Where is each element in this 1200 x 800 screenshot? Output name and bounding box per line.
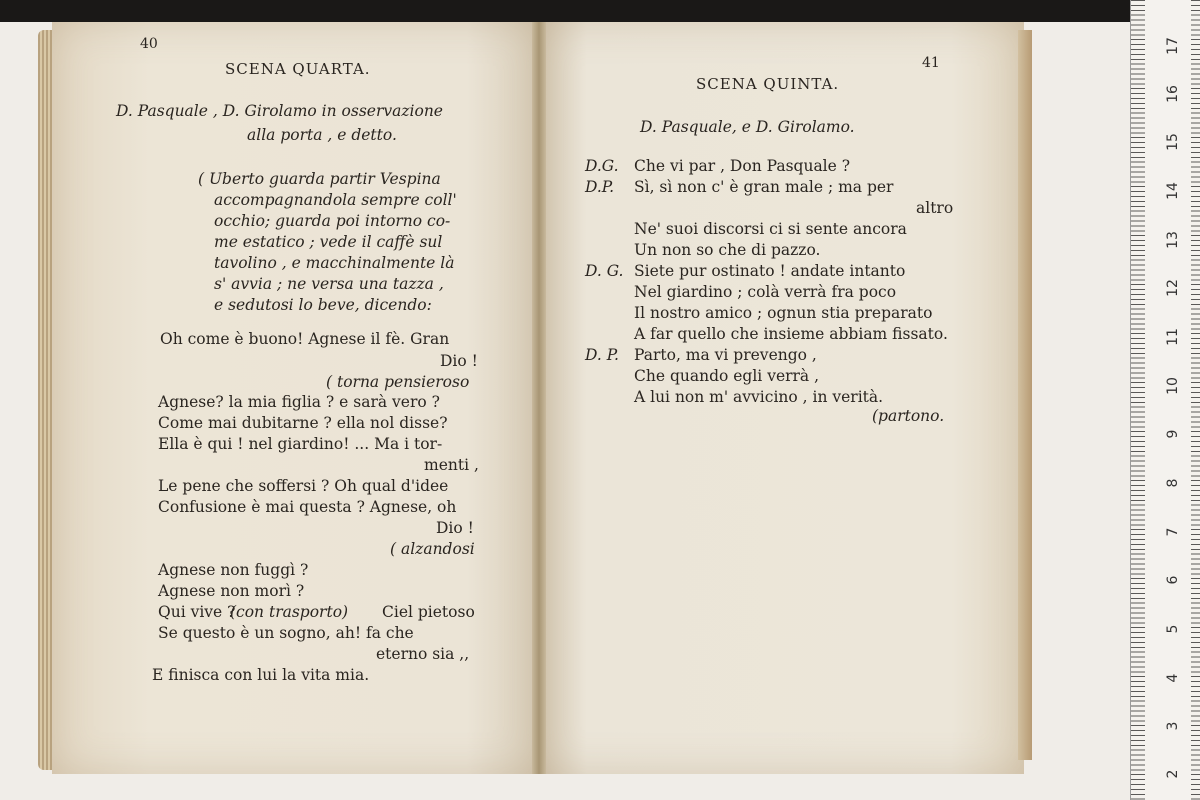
- ruler-number: 5: [1165, 624, 1181, 634]
- ruler-ticks-left: [1131, 0, 1145, 800]
- ruler-number: 16: [1165, 85, 1181, 103]
- right-characters-line: D. Pasquale, e D. Girolamo.: [640, 118, 855, 136]
- ruler-number: 15: [1165, 133, 1181, 151]
- verse-line: menti ,: [424, 456, 479, 474]
- ruler-number: 9: [1165, 429, 1181, 439]
- ruler-number: 12: [1165, 279, 1181, 297]
- verse-line: Se questo è un sogno, ah! fa che: [158, 624, 414, 642]
- left-scene-title: SCENA QUARTA.: [225, 60, 371, 78]
- dialogue-line: altro: [916, 199, 954, 217]
- dialogue-line: Che vi par , Don Pasquale ?: [634, 157, 851, 175]
- stage-direction-line: s' avvia ; ne versa una tazza ,: [214, 275, 444, 293]
- stage-direction-line: me estatico ; vede il caffè sul: [214, 233, 443, 251]
- dialogue-line: Che quando egli verrà ,: [634, 367, 820, 385]
- right-scene-title: SCENA QUINTA.: [696, 75, 840, 93]
- speaker-label: D. G.: [585, 262, 624, 280]
- dialogue-line: Siete pur ostinato ! andate intanto: [634, 262, 906, 280]
- verse-line: Agnese non fuggì ?: [158, 561, 309, 579]
- verse-line: Come mai dubitarne ? ella nol disse?: [158, 414, 448, 432]
- dialogue-line: Il nostro amico ; ognun stia preparato: [634, 304, 933, 322]
- ruler-number: 13: [1165, 231, 1181, 249]
- dialogue-line: Parto, ma vi prevengo ,: [634, 346, 817, 364]
- dialogue-line: Nel giardino ; colà verrà fra poco: [634, 283, 897, 301]
- ruler-number: 6: [1165, 575, 1181, 585]
- stage-direction-line: tavolino , e macchinalmente là: [214, 254, 455, 272]
- dialogue-line: Un non so che di pazzo.: [634, 241, 821, 259]
- verse-line: Ella è qui ! nel giardino! ... Ma i tor-: [158, 435, 443, 453]
- stage-direction-line: e sedutosi lo beve, dicendo:: [214, 296, 432, 314]
- verse-stage-note: ( torna pensieroso: [326, 373, 470, 391]
- book-gutter: [532, 22, 546, 774]
- stage-direction-line: occhio; guarda poi intorno co-: [214, 212, 451, 230]
- verse-line: eterno sia ,,: [376, 645, 470, 663]
- verse-line: Oh come è buono! Agnese il fè. Gran: [160, 330, 450, 348]
- verse-stage-note: ( alzandosi: [390, 540, 475, 558]
- ruler-number: 4: [1165, 673, 1181, 683]
- left-characters-line: D. Pasquale , D. Girolamo in osservazione: [116, 102, 443, 120]
- ruler-number: 11: [1165, 328, 1181, 346]
- speaker-label: D.G.: [585, 157, 619, 175]
- verse-line: Qui vive ?: [158, 603, 236, 621]
- ruler-number: 3: [1165, 721, 1181, 731]
- verse-line: Agnese? la mia figlia ? e sarà vero ?: [158, 393, 440, 411]
- left-page-number: 40: [140, 36, 158, 52]
- speaker-label: D.P.: [585, 178, 615, 196]
- right-page-edge: [1018, 30, 1032, 760]
- right-page-number: 41: [922, 55, 940, 71]
- verse-line: E finisca con lui la vita mia.: [152, 666, 370, 684]
- dialogue-line: Ne' suoi discorsi ci si sente ancora: [634, 220, 907, 238]
- dialogue-line: A lui non m' avvicino , in verità.: [634, 388, 884, 406]
- speaker-label: D. P.: [585, 346, 619, 364]
- ruler-number: 14: [1165, 182, 1181, 200]
- verse-line: Confusione è mai questa ? Agnese, oh: [158, 498, 457, 516]
- ruler-ticks-right: [1191, 0, 1200, 800]
- ruler-number: 7: [1165, 527, 1181, 537]
- verse-line: Dio !: [436, 519, 474, 537]
- verse-line: Le pene che soffersi ? Oh qual d'idee: [158, 477, 449, 495]
- stage-exit-note: (partono.: [872, 407, 945, 425]
- verse-line: Ciel pietoso: [382, 603, 475, 621]
- verse-line: Dio !: [440, 352, 478, 370]
- left-characters-line: alla porta , e detto.: [247, 126, 397, 144]
- ruler-number: 8: [1165, 478, 1181, 488]
- ruler-number: 17: [1165, 37, 1181, 55]
- ruler-number: 2: [1165, 769, 1181, 779]
- ruler-number: 10: [1165, 377, 1181, 395]
- dialogue-line: Sì, sì non c' è gran male ; ma per: [634, 178, 894, 196]
- stage-direction-line: ( Uberto guarda partir Vespina: [198, 170, 441, 188]
- stage-direction-line: accompagnandola sempre coll': [214, 191, 457, 209]
- measuring-ruler: [1130, 0, 1200, 800]
- verse-line: Agnese non morì ?: [158, 582, 305, 600]
- dialogue-line: A far quello che insieme abbiam fissato.: [634, 325, 948, 343]
- verse-stage-note: (con trasporto): [230, 603, 349, 621]
